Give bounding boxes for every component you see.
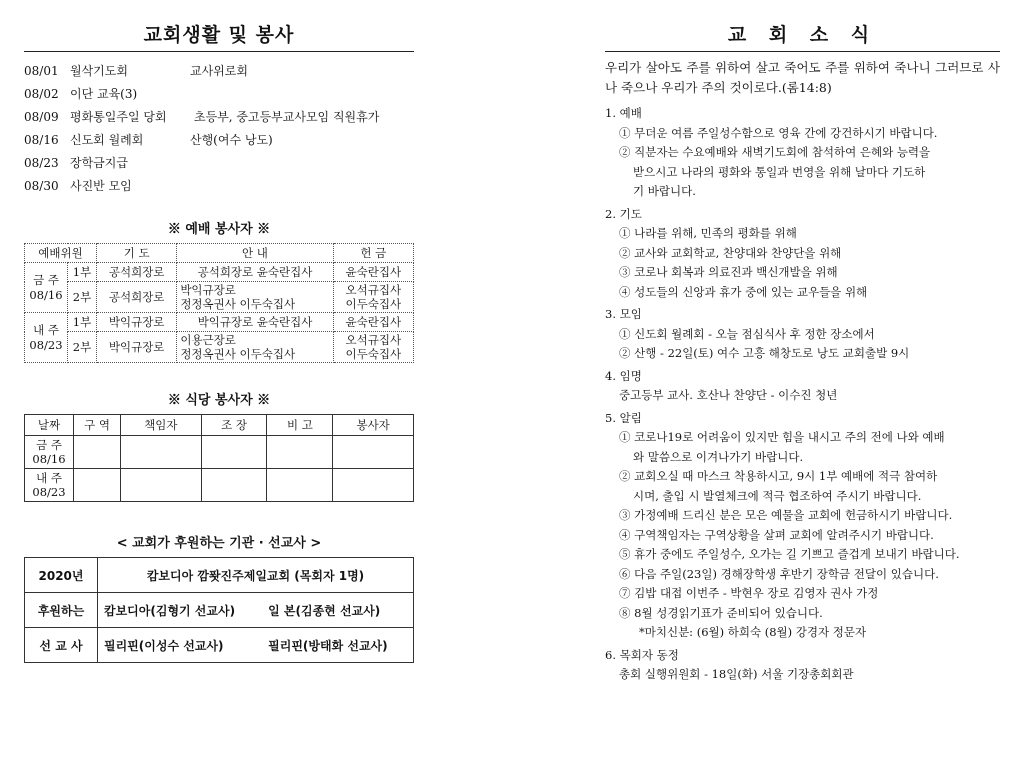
schedule-date: 08/02 xyxy=(24,87,59,101)
mission-cell: 필리핀(방태화 선교사) xyxy=(262,628,413,663)
schedule-row xyxy=(24,60,414,83)
empty-cell xyxy=(333,469,414,502)
schedule-event: 이단 교육(3) xyxy=(70,87,138,101)
list-item: ④ 구역책임자는 구역상황을 살펴 교회에 알려주시기 바랍니다. xyxy=(619,527,934,542)
section-heading: 2. 기도 xyxy=(605,206,642,221)
list-item: ④ 성도들의 신앙과 휴가 중에 있는 교우들을 위해 xyxy=(619,284,868,299)
bible-verse: 우리가 살아도 주를 위하여 살고 죽어도 주를 위하여 죽나니 그러므로 사나 죽으나 우리가 주의 것이로다.(롬14:8) xyxy=(605,60,1000,95)
mission-support-title: < 교회가 후원하는 기관 · 선교사 > xyxy=(116,536,322,551)
section-heading: 5. 알림 xyxy=(605,410,642,425)
schedule-event-2: 산행(여수 낭도) xyxy=(190,133,273,147)
schedule-date: 08/23 xyxy=(24,156,59,170)
title-divider xyxy=(24,51,414,52)
date-cell-name: 금 주 xyxy=(36,438,62,452)
guide-cell xyxy=(177,282,333,313)
offering-line: 오석규집사 xyxy=(345,283,402,297)
list-item: ① 신도회 월례회 - 오늘 점심식사 후 정한 장소에서 xyxy=(619,326,875,341)
guide-line: 이용근장로 xyxy=(180,333,236,347)
list-item-continued xyxy=(605,487,1000,507)
schedule-list xyxy=(24,60,414,198)
mission-side-label: 후원하는 xyxy=(25,593,98,628)
schedule-date: 08/09 xyxy=(24,110,59,124)
empty-cell xyxy=(121,436,202,469)
right-column xyxy=(605,18,1000,685)
mission-cell: 일 본(김종현 선교사) xyxy=(262,593,413,628)
empty-cell xyxy=(74,436,121,469)
page-title-left: 교회생활 및 봉사 xyxy=(143,24,295,46)
dining-volunteers-title: ※ 식당 봉사자 ※ xyxy=(167,393,271,408)
schedule-row xyxy=(24,129,414,152)
list-item: ⑧ 8월 성경읽기표가 준비되어 있습니다. xyxy=(619,605,823,620)
table-header: 날짜 xyxy=(25,415,74,436)
table-header: 책임자 xyxy=(121,415,202,436)
table-header: 안 내 xyxy=(177,244,333,263)
list-item: ② 교사와 교회학교, 찬양대와 찬양단을 위해 xyxy=(619,245,842,260)
week-label-name: 내 주 xyxy=(33,322,59,337)
list-item: 중고등부 교사. 호산나 찬양단 - 이수진 청년 xyxy=(619,388,838,402)
list-item: ③ 코로나 회복과 의료진과 백신개발을 위해 xyxy=(619,265,838,279)
prayer-cell: 박익규장로 xyxy=(97,313,177,332)
mission-side-label: 2020년 xyxy=(25,558,98,593)
offering-line: 이두숙집사 xyxy=(345,297,402,311)
table-header: 구 역 xyxy=(74,415,121,436)
empty-cell xyxy=(267,436,333,469)
table-row xyxy=(25,558,414,593)
table-row xyxy=(25,436,414,469)
table-header: 비 고 xyxy=(267,415,333,436)
table-row xyxy=(25,313,414,332)
date-cell xyxy=(25,436,74,469)
table-header: 봉사자 xyxy=(333,415,414,436)
left-column xyxy=(24,18,414,663)
guide-cell: 공석희장로 윤숙란집사 xyxy=(177,263,333,282)
list-item: ⑤ 휴가 중에도 주일성수, 오가는 길 기쁘고 즐겁게 보내기 바랍니다. xyxy=(619,547,960,561)
table-header-row xyxy=(25,415,414,436)
list-item-continued xyxy=(605,182,1000,202)
prayer-cell: 박익규장로 xyxy=(97,332,177,363)
offering-cell xyxy=(333,332,413,363)
title-divider xyxy=(605,51,1000,52)
week-label-date: 08/23 xyxy=(29,337,63,352)
list-note: *마치신분: (6월) 하희숙 (8월) 강경자 정문자 xyxy=(639,625,867,639)
mission-cell: 필리핀(이성수 선교사) xyxy=(98,628,263,663)
empty-cell xyxy=(121,469,202,502)
mission-cell: 캄보디아 깜퐛진주제일교회 (목회자 1명) xyxy=(98,558,414,593)
schedule-date: 08/30 xyxy=(24,179,59,193)
guide-cell xyxy=(177,332,333,363)
service-part: 1부 xyxy=(68,263,97,282)
offering-line: 이두숙집사 xyxy=(345,347,402,361)
section-heading: 6. 목회자 동정 xyxy=(605,647,679,662)
offering-line: 오석규집사 xyxy=(345,333,402,347)
list-item: ⑥ 다음 주일(23일) 경해장학생 후반기 장학금 전달이 있습니다. xyxy=(619,566,939,581)
worship-volunteers-title: ※ 예배 봉사자 ※ xyxy=(167,222,271,237)
service-part: 1부 xyxy=(68,313,97,332)
list-item: ② 교회오실 때 마스크 착용하시고, 9시 1부 예배에 적극 참여하 xyxy=(619,469,938,483)
dining-volunteers-table xyxy=(24,414,414,502)
mission-support-table xyxy=(24,557,414,663)
list-item-line: 시며, 출입 시 발열체크에 적극 협조하여 주시기 바랍니다. xyxy=(633,488,922,503)
list-item-line: 기 바랍니다. xyxy=(633,184,696,198)
guide-cell: 박익규장로 윤숙란집사 xyxy=(177,313,333,332)
week-label-date: 08/16 xyxy=(29,287,63,302)
schedule-row xyxy=(24,152,414,175)
offering-cell: 윤숙란집사 xyxy=(333,313,413,332)
worship-volunteers-table xyxy=(24,243,414,363)
list-item: ② 산행 - 22일(토) 여수 고흥 해창도로 낭도 교회출발 9시 xyxy=(619,346,910,360)
schedule-event: 신도회 월례회 xyxy=(70,133,144,147)
empty-cell xyxy=(201,469,267,502)
list-item: ① 무더운 여름 주일성수함으로 영육 간에 강건하시기 바랍니다. xyxy=(619,125,938,140)
guide-line: 박익규장로 xyxy=(180,283,236,297)
date-cell-date: 08/23 xyxy=(32,485,66,499)
schedule-event: 사진반 모임 xyxy=(70,179,132,193)
list-item-line: 와 말씀으로 이겨나가기 바랍니다. xyxy=(633,449,804,464)
schedule-row xyxy=(24,175,414,198)
mission-side-label: 선 교 사 xyxy=(25,628,98,663)
empty-cell xyxy=(267,469,333,502)
section-heading: 1. 예배 xyxy=(605,106,642,120)
table-row xyxy=(25,263,414,282)
date-cell-date: 08/16 xyxy=(32,452,66,466)
page-title-right: 교 회 소 식 xyxy=(727,24,878,46)
table-row xyxy=(25,282,414,313)
week-label xyxy=(25,313,68,363)
table-header: 조 장 xyxy=(201,415,267,436)
empty-cell xyxy=(333,436,414,469)
offering-cell: 윤숙란집사 xyxy=(333,263,413,282)
empty-cell xyxy=(201,436,267,469)
date-cell-name: 내 주 xyxy=(36,471,62,485)
prayer-cell: 공석희장로 xyxy=(97,263,177,282)
table-row xyxy=(25,593,414,628)
list-item-line: 받으시고 나라의 평화와 통일과 번영을 위해 날마다 기도하 xyxy=(633,164,926,179)
table-header-row xyxy=(25,244,414,263)
table-row xyxy=(25,469,414,502)
list-item: ① 나라를 위해, 민족의 평화를 위해 xyxy=(619,226,797,240)
guide-line: 정정옥권사 이두숙집사 xyxy=(180,347,296,361)
service-part: 2부 xyxy=(68,332,97,363)
table-row xyxy=(25,332,414,363)
date-cell xyxy=(25,469,74,502)
table-header: 헌 금 xyxy=(333,244,413,263)
empty-cell xyxy=(74,469,121,502)
schedule-event: 월삭기도회 xyxy=(70,64,128,78)
list-item-continued xyxy=(605,163,1000,183)
news-list xyxy=(605,104,1000,685)
schedule-event: 평화통일주일 당회 xyxy=(70,110,167,124)
week-label-name: 금 주 xyxy=(33,272,59,287)
section-heading: 3. 모임 xyxy=(605,307,642,321)
schedule-date: 08/16 xyxy=(24,133,59,147)
prayer-cell: 공석희장로 xyxy=(97,282,177,313)
list-item: 총회 실행위원회 - 18일(화) 서울 기장총회회관 xyxy=(619,667,854,681)
service-part: 2부 xyxy=(68,282,97,313)
guide-line: 정정옥권사 이두숙집사 xyxy=(180,297,296,311)
offering-cell xyxy=(333,282,413,313)
schedule-date: 08/01 xyxy=(24,64,59,78)
list-item: ⑦ 김밥 대접 이번주 - 박현우 장로 김영자 권사 가정 xyxy=(619,586,879,600)
list-item: ① 코로나19로 어려움이 있지만 힘을 내시고 주의 전에 나와 예배 xyxy=(619,430,945,444)
section-heading: 4. 임명 xyxy=(605,368,642,383)
list-item-continued xyxy=(605,448,1000,468)
schedule-event-2: 교사위로회 xyxy=(190,64,248,78)
schedule-event: 장학금지급 xyxy=(70,156,128,170)
list-item: ② 직분자는 수요예배와 새벽기도회에 참석하여 은혜와 능력을 xyxy=(619,145,931,159)
table-header: 예배위원 xyxy=(25,244,97,263)
list-item: ③ 가정예배 드리신 분은 모은 예물을 교회에 헌금하시기 바랍니다. xyxy=(619,508,953,522)
table-header: 기 도 xyxy=(97,244,177,263)
week-label xyxy=(25,263,68,313)
schedule-row xyxy=(24,83,414,106)
schedule-event-2: 초등부, 중고등부교사모임 직원휴가 xyxy=(194,110,380,124)
mission-cell: 캄보디아(김형기 선교사) xyxy=(98,593,263,628)
schedule-row xyxy=(24,106,414,129)
table-row xyxy=(25,628,414,663)
